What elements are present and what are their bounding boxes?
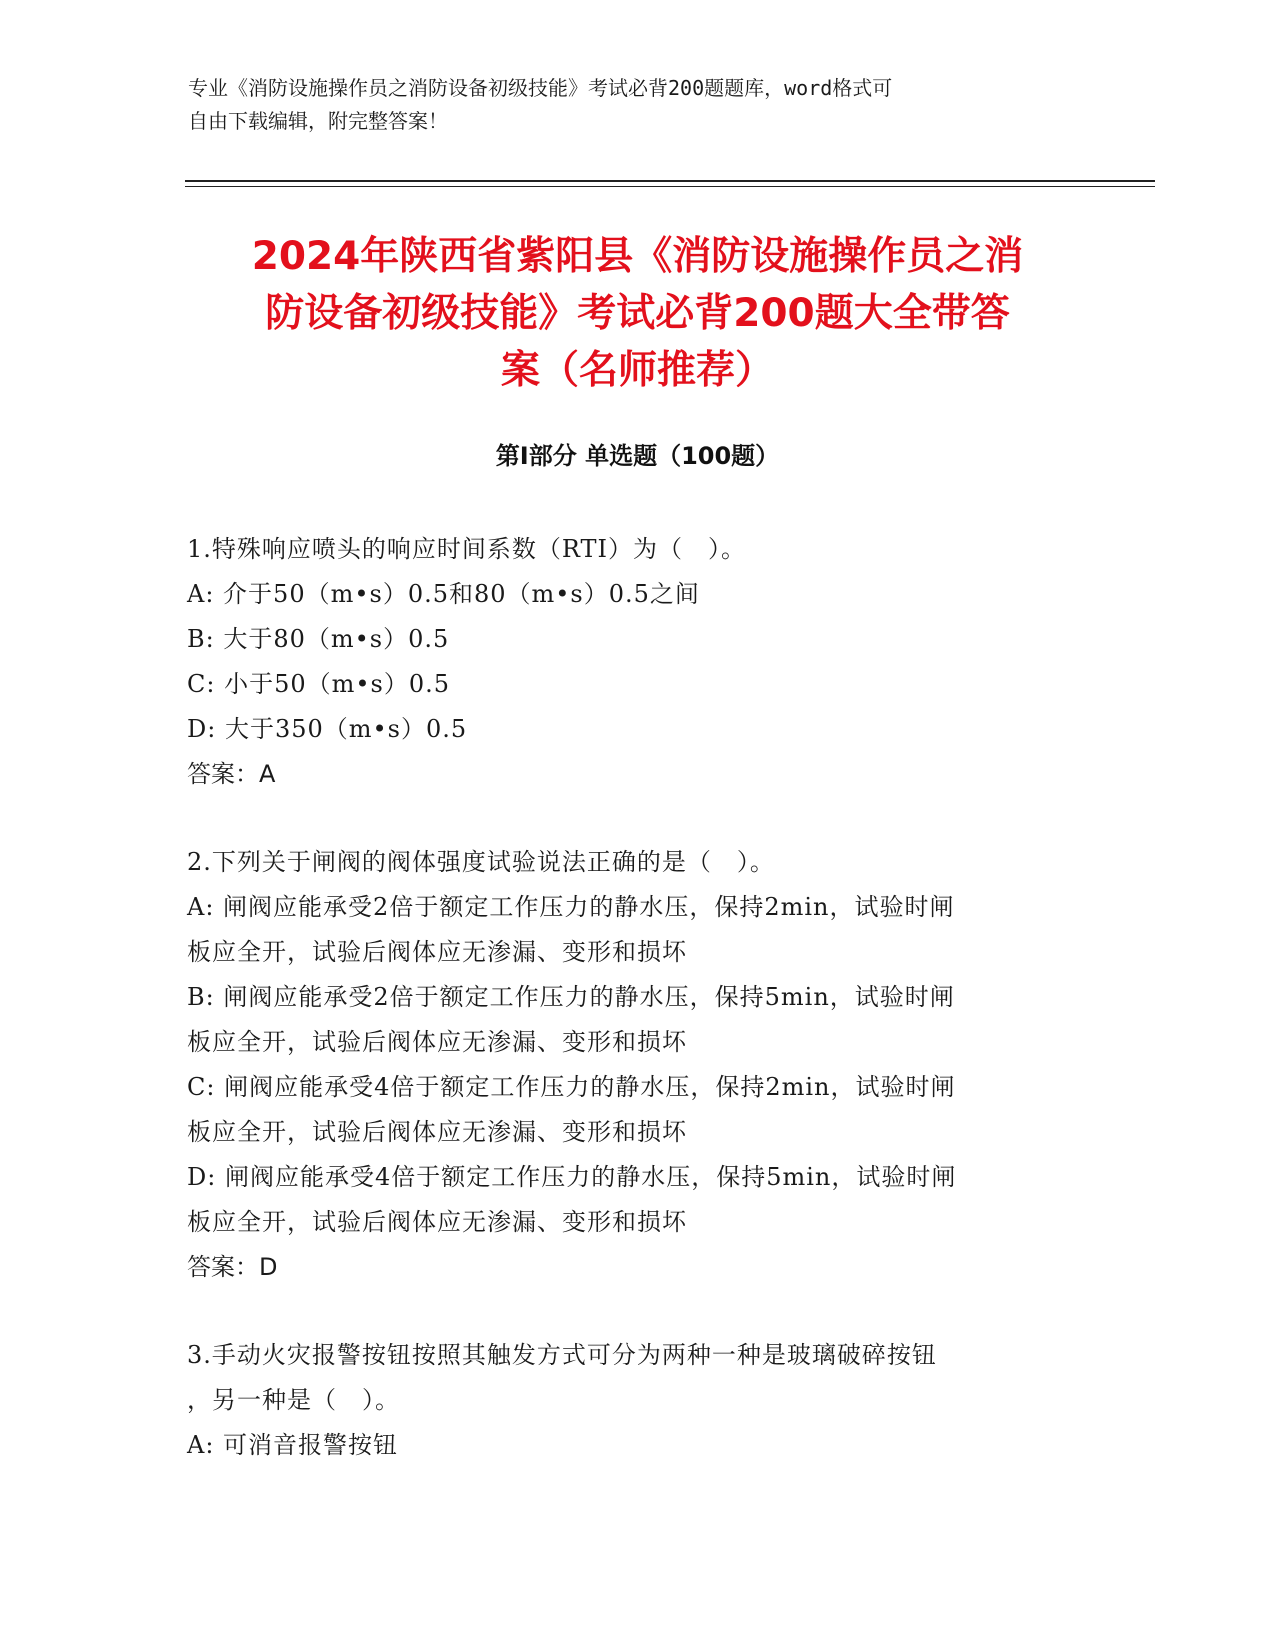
document-title-line-1: 2024年陕西省紫阳县《消防设施操作员之消 <box>251 234 1024 279</box>
section-heading: 第Ⅰ部分 单选题（100题） <box>495 442 780 470</box>
header-divider-thin <box>185 186 1155 187</box>
header-note <box>188 72 1088 138</box>
question-3 <box>187 1333 1087 1468</box>
question-stem: 3.手动火灾报警按钮按照其触发方式可分为两种一种是玻璃破碎按钮 <box>187 1341 937 1369</box>
answer-label: 答案：A <box>187 760 276 788</box>
header-divider <box>185 180 1155 182</box>
option-d: D: 大于350（m•s）0.5 <box>187 715 468 743</box>
header-note-line-1: 专业《消防设施操作员之消防设备初级技能》考试必背200题题库，word格式可 <box>188 76 893 100</box>
option-b-continued: 板应全开，试验后阀体应无渗漏、变形和损坏 <box>187 1028 687 1056</box>
option-a: A: 闸阀应能承受2倍于额定工作压力的静水压，保持2min，试验时闸 <box>187 893 955 921</box>
option-a-continued: 板应全开，试验后阀体应无渗漏、变形和损坏 <box>187 938 687 966</box>
option-d: D: 闸阀应能承受4倍于额定工作压力的静水压，保持5min，试验时闸 <box>187 1163 957 1191</box>
question-list <box>187 527 1087 1511</box>
option-b: B: 闸阀应能承受2倍于额定工作压力的静水压，保持5min，试验时闸 <box>187 983 955 1011</box>
option-a: A: 介于50（m•s）0.5和80（m•s）0.5之间 <box>187 580 700 608</box>
document-title-line-2: 防设备初级技能》考试必背200题大全带答 <box>265 291 1010 336</box>
question-stem: 1.特殊响应喷头的响应时间系数（RTI）为（ ）。 <box>187 535 747 563</box>
option-b: B: 大于80（m•s）0.5 <box>187 625 450 653</box>
option-a: A: 可消音报警按钮 <box>187 1431 399 1459</box>
question-2 <box>187 840 1087 1290</box>
question-stem: 2.下列关于闸阀的阀体强度试验说法正确的是（ ）。 <box>187 848 775 876</box>
option-c: C: 小于50（m•s）0.5 <box>187 670 451 698</box>
question-stem-continued: ，另一种是（ ）。 <box>187 1386 400 1414</box>
header-note-line-2: 自由下载编辑，附完整答案！ <box>188 109 448 133</box>
document-title <box>185 228 1090 399</box>
option-d-continued: 板应全开，试验后阀体应无渗漏、变形和损坏 <box>187 1208 687 1236</box>
question-1 <box>187 527 1087 797</box>
option-c: C: 闸阀应能承受4倍于额定工作压力的静水压，保持2min，试验时闸 <box>187 1073 956 1101</box>
answer-label: 答案：D <box>187 1253 278 1281</box>
document-title-line-3: 案（名师推荐） <box>500 348 774 393</box>
option-c-continued: 板应全开，试验后阀体应无渗漏、变形和损坏 <box>187 1118 687 1146</box>
